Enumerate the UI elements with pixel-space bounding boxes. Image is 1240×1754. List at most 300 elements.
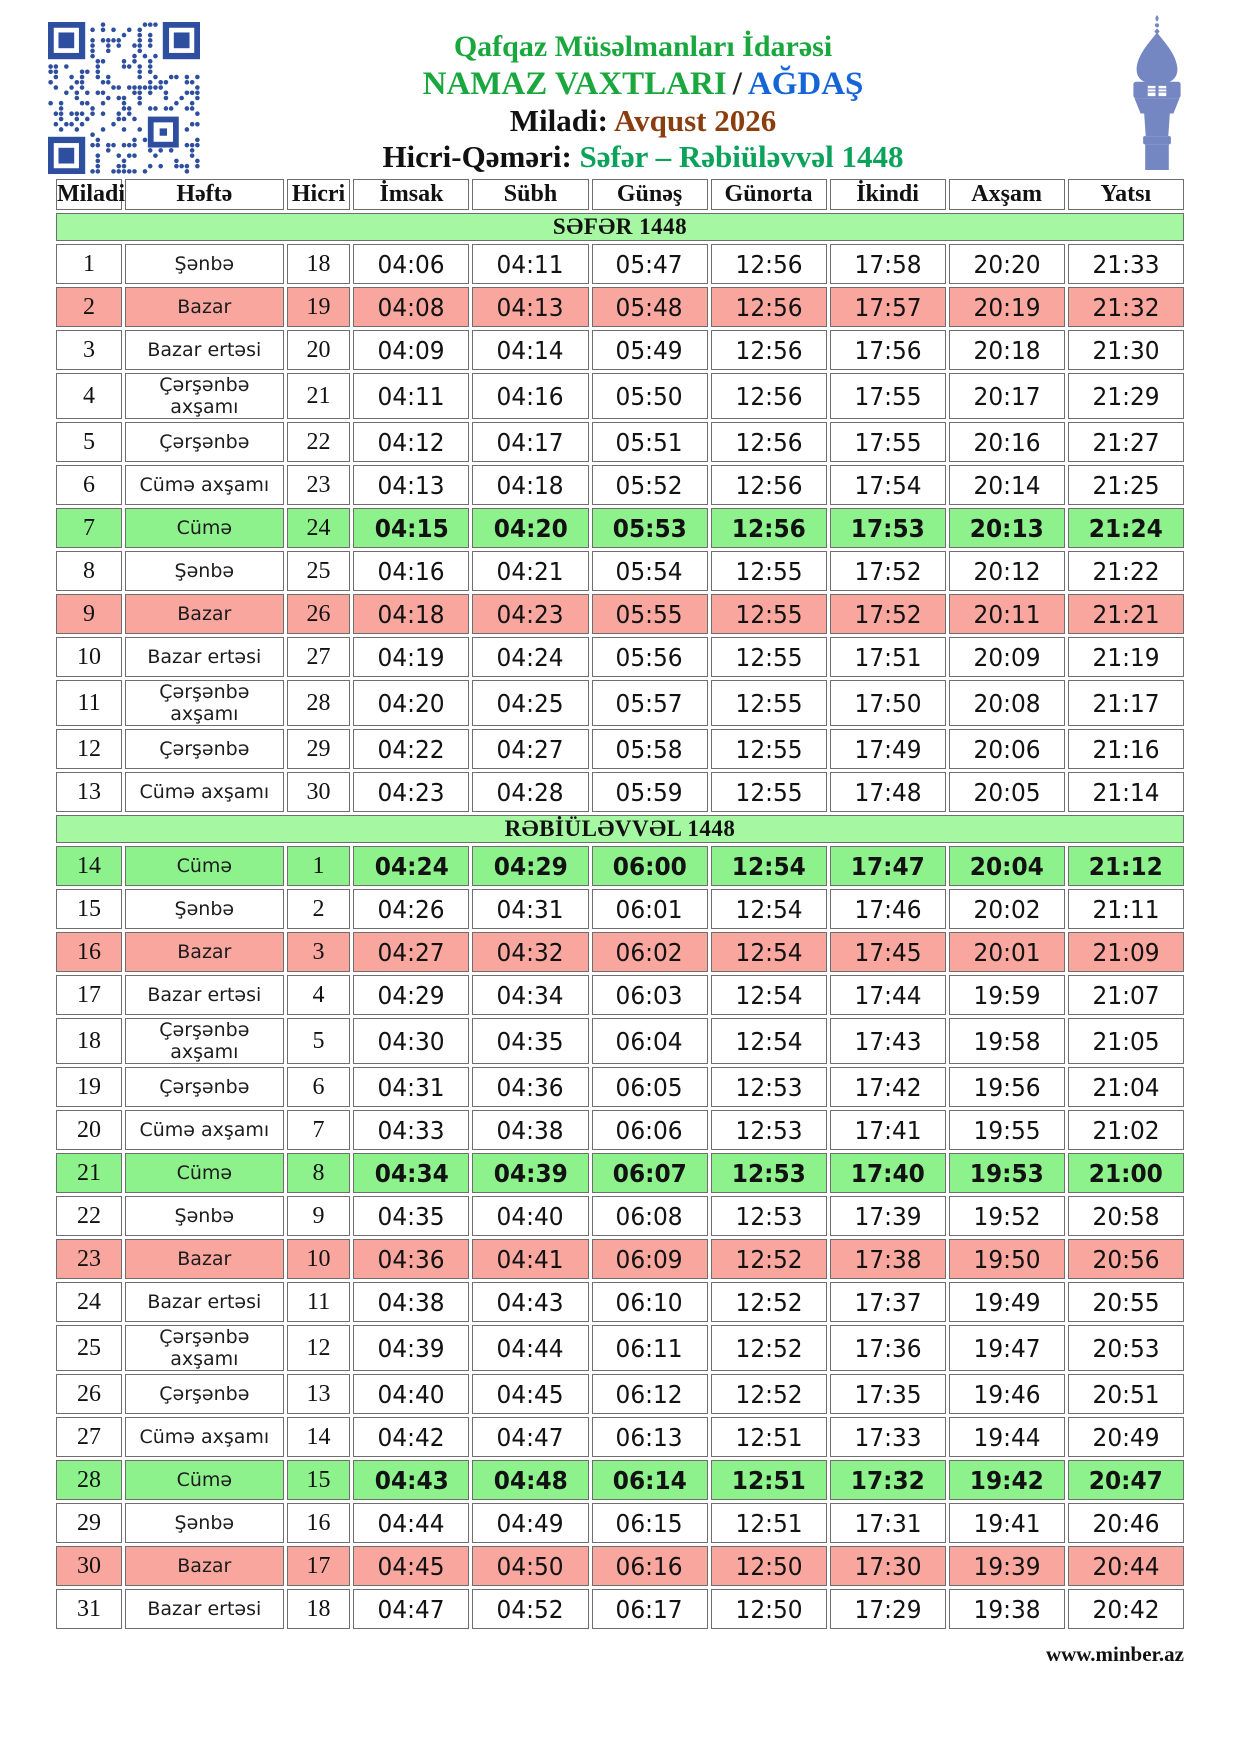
prayer-time-value: 05:55: [616, 599, 684, 629]
prayer-time-cell: [592, 1503, 708, 1543]
prayer-time-value: 04:45: [496, 1379, 564, 1409]
prayer-time-value: 20:09: [973, 642, 1041, 672]
prayer-time-cell: [1068, 1546, 1184, 1586]
prayer-time-cell: [1068, 772, 1184, 812]
prayer-time-value: 04:47: [496, 1422, 564, 1452]
miladi-day-cell: 4: [56, 373, 122, 419]
prayer-time-value: 04:31: [377, 1072, 445, 1102]
prayer-time-value: 17:45: [854, 937, 922, 967]
prayer-time-cell: [949, 1067, 1065, 1107]
prayer-time-value: 21:29: [1092, 381, 1160, 411]
prayer-time-value: 12:52: [735, 1333, 803, 1363]
prayer-time-cell: [1068, 1153, 1184, 1193]
table-row: [56, 287, 1184, 327]
hicri-value: Səfər – Rəbiüləvvəl 1448: [579, 139, 904, 175]
prayer-time-cell: [353, 1325, 469, 1371]
section-title: SƏFƏR 1448: [56, 213, 1184, 241]
prayer-time-value: 17:52: [854, 599, 922, 629]
website-text: www.minber.az: [1045, 1642, 1184, 1666]
prayer-time-value: 04:13: [377, 470, 445, 500]
prayer-time-cell: [711, 330, 827, 370]
miladi-value: Avqust 2026: [614, 103, 777, 139]
prayer-time-cell: [592, 637, 708, 677]
prayer-time-cell: [1068, 594, 1184, 634]
weekday-cell: Çərşənbə axşamı: [125, 373, 284, 419]
prayer-time-cell: [711, 551, 827, 591]
prayer-time-value: 20:02: [973, 894, 1041, 924]
prayer-time-value: 04:42: [377, 1422, 445, 1452]
prayer-time-value: 04:16: [377, 556, 445, 586]
miladi-day-cell: 27: [56, 1417, 122, 1457]
prayer-time-cell: [711, 1546, 827, 1586]
prayer-time-cell: [711, 594, 827, 634]
hicri-day-cell: 15: [287, 1460, 351, 1500]
hicri-day-cell: 16: [287, 1503, 351, 1543]
hicri-day-cell: 12: [287, 1325, 351, 1371]
prayer-time-value: 20:20: [973, 249, 1041, 279]
prayer-time-cell: [711, 1374, 827, 1414]
table-row: [56, 1589, 1184, 1629]
prayer-time-value: 12:51: [735, 1422, 803, 1452]
prayer-time-value: 21:32: [1092, 292, 1160, 322]
prayer-time-value: 04:21: [496, 556, 564, 586]
column-header: Günəş: [592, 179, 708, 210]
weekday-cell: Şənbə: [125, 1503, 284, 1543]
prayer-time-value: 05:59: [616, 777, 684, 807]
prayer-time-value: 04:08: [377, 292, 445, 322]
prayer-time-value: 12:56: [735, 292, 803, 322]
prayer-time-cell: [1068, 1282, 1184, 1322]
prayer-time-cell: [711, 1282, 827, 1322]
prayer-time-value: 04:19: [377, 642, 445, 672]
prayer-time-cell: [949, 508, 1065, 548]
minaret-icon: [1068, 14, 1188, 175]
prayer-time-cell: [711, 1153, 827, 1193]
prayer-time-cell: [949, 1546, 1065, 1586]
weekday-cell: Şənbə: [125, 889, 284, 929]
hicri-day-cell: 22: [287, 422, 351, 462]
prayer-time-cell: [830, 1460, 946, 1500]
prayer-time-value: 12:54: [735, 980, 803, 1010]
prayer-time-value: 20:55: [1092, 1287, 1160, 1317]
prayer-time-value: 19:59: [973, 980, 1041, 1010]
prayer-time-cell: [949, 287, 1065, 327]
table-row: [56, 373, 1184, 419]
miladi-day-cell: 15: [56, 889, 122, 929]
prayer-time-cell: [830, 287, 946, 327]
prayer-time-cell: [711, 244, 827, 284]
organization-title: Qafqaz Müsəlmanları İdarəsi: [453, 30, 833, 63]
table-row: [56, 680, 1184, 726]
weekday-cell: Bazar: [125, 1239, 284, 1279]
prayer-time-value: 04:11: [496, 249, 564, 279]
column-header: Hicri: [287, 179, 351, 210]
table-row: [56, 1460, 1184, 1500]
prayer-time-value: 05:50: [616, 381, 684, 411]
prayer-time-value: 04:06: [377, 249, 445, 279]
table-row: [56, 846, 1184, 886]
prayer-time-value: 06:06: [616, 1115, 684, 1145]
prayer-time-cell: [472, 932, 588, 972]
prayer-time-cell: [949, 1153, 1065, 1193]
prayer-time-cell: [711, 465, 827, 505]
prayer-time-value: 04:18: [377, 599, 445, 629]
miladi-day-cell: 19: [56, 1067, 122, 1107]
prayer-time-cell: [592, 1196, 708, 1236]
prayer-time-cell: [830, 1325, 946, 1371]
table-row: [56, 508, 1184, 548]
prayer-time-value: 20:08: [973, 688, 1041, 718]
prayer-time-value: 04:27: [496, 734, 564, 764]
table-row: [56, 975, 1184, 1015]
prayer-time-cell: [949, 1110, 1065, 1150]
prayer-time-cell: [1068, 1589, 1184, 1629]
prayer-time-cell: [472, 846, 588, 886]
prayer-time-cell: [830, 772, 946, 812]
prayer-time-value: 06:01: [616, 894, 684, 924]
miladi-label: Miladi:: [509, 103, 608, 139]
prayer-time-cell: [1068, 1067, 1184, 1107]
prayer-time-cell: [472, 244, 588, 284]
hicri-day-cell: 14: [287, 1417, 351, 1457]
prayer-time-value: 20:53: [1092, 1333, 1160, 1363]
prayer-time-value: 19:39: [973, 1551, 1041, 1581]
prayer-time-cell: [353, 1546, 469, 1586]
table-header: [56, 179, 1184, 210]
prayer-time-cell: [949, 889, 1065, 929]
prayer-time-cell: [1068, 244, 1184, 284]
prayer-time-cell: [472, 1546, 588, 1586]
prayer-time-cell: [592, 932, 708, 972]
prayer-time-cell: [830, 594, 946, 634]
prayer-time-value: 17:55: [854, 381, 922, 411]
hicri-day-cell: 23: [287, 465, 351, 505]
prayer-time-value: 12:55: [735, 777, 803, 807]
hicri-day-cell: 13: [287, 1374, 351, 1414]
prayer-time-cell: [472, 680, 588, 726]
hicri-day-cell: 28: [287, 680, 351, 726]
prayer-time-cell: [949, 1282, 1065, 1322]
prayer-time-value: 04:26: [377, 894, 445, 924]
miladi-day-cell: 30: [56, 1546, 122, 1586]
weekday-cell: Çərşənbə axşamı: [125, 680, 284, 726]
prayer-time-cell: [830, 1374, 946, 1414]
prayer-time-value: 17:47: [850, 851, 925, 881]
prayer-time-value: 20:11: [973, 599, 1041, 629]
prayer-time-cell: [472, 1460, 588, 1500]
prayer-time-cell: [472, 1196, 588, 1236]
prayer-time-cell: [1068, 637, 1184, 677]
prayer-time-cell: [830, 1503, 946, 1543]
prayer-time-value: 06:09: [616, 1244, 684, 1274]
prayer-time-value: 20:49: [1092, 1422, 1160, 1452]
prayer-time-cell: [711, 1239, 827, 1279]
prayer-time-value: 19:53: [969, 1158, 1044, 1188]
column-header: Yatsı: [1068, 179, 1184, 210]
minaret-svg: [1126, 14, 1188, 170]
prayer-time-cell: [711, 680, 827, 726]
prayer-time-value: 04:48: [493, 1465, 568, 1495]
miladi-day-cell: 23: [56, 1239, 122, 1279]
prayer-time-cell: [472, 422, 588, 462]
hicri-day-cell: 30: [287, 772, 351, 812]
prayer-time-cell: [949, 772, 1065, 812]
prayer-time-value: 04:38: [496, 1115, 564, 1145]
prayer-time-value: 20:46: [1092, 1508, 1160, 1538]
prayer-time-value: 17:33: [854, 1422, 922, 1452]
prayer-time-cell: [1068, 680, 1184, 726]
prayer-time-cell: [711, 287, 827, 327]
prayer-time-value: 19:46: [973, 1379, 1041, 1409]
prayer-time-value: 17:29: [854, 1594, 922, 1624]
hicri-day-cell: 4: [287, 975, 351, 1015]
table-row: [56, 1417, 1184, 1457]
miladi-day-cell: 10: [56, 637, 122, 677]
prayer-time-value: 04:29: [493, 851, 568, 881]
prayer-time-cell: [353, 1503, 469, 1543]
prayer-time-value: 17:48: [854, 777, 922, 807]
prayer-time-cell: [830, 1239, 946, 1279]
prayer-time-cell: [592, 244, 708, 284]
prayer-time-value: 20:06: [973, 734, 1041, 764]
hicri-day-cell: 24: [287, 508, 351, 548]
prayer-time-value: 04:22: [377, 734, 445, 764]
prayer-time-value: 06:12: [616, 1379, 684, 1409]
prayer-time-value: 04:34: [374, 1158, 449, 1188]
hicri-label: Hicri-Qəməri:: [382, 139, 572, 175]
prayer-time-value: 21:05: [1092, 1026, 1160, 1056]
prayer-time-value: 19:41: [973, 1508, 1041, 1538]
prayer-time-value: 17:50: [854, 688, 922, 718]
table-row: [56, 244, 1184, 284]
column-header: Günorta: [711, 179, 827, 210]
prayer-time-value: 05:52: [616, 470, 684, 500]
prayer-time-value: 04:20: [493, 513, 568, 543]
prayer-time-cell: [949, 330, 1065, 370]
prayer-time-cell: [949, 551, 1065, 591]
section-header-row: [56, 815, 1184, 843]
prayer-time-cell: [472, 508, 588, 548]
hicri-day-cell: 5: [287, 1018, 351, 1064]
table-row: [56, 594, 1184, 634]
hicri-day-cell: 20: [287, 330, 351, 370]
prayer-time-cell: [1068, 508, 1184, 548]
prayer-time-value: 12:55: [735, 556, 803, 586]
prayer-time-value: 12:54: [735, 937, 803, 967]
prayer-time-cell: [1068, 1325, 1184, 1371]
prayer-time-value: 12:53: [731, 1158, 806, 1188]
prayer-time-cell: [592, 465, 708, 505]
prayer-time-cell: [949, 932, 1065, 972]
prayer-time-value: 04:09: [377, 335, 445, 365]
prayer-time-value: 04:15: [374, 513, 449, 543]
prayer-time-cell: [353, 975, 469, 1015]
prayer-time-cell: [472, 889, 588, 929]
prayer-time-cell: [592, 594, 708, 634]
prayer-time-value: 12:52: [735, 1379, 803, 1409]
prayer-time-cell: [353, 637, 469, 677]
prayer-time-cell: [1068, 1460, 1184, 1500]
prayer-time-cell: [353, 1239, 469, 1279]
prayer-time-value: 21:17: [1092, 688, 1160, 718]
prayer-time-value: 21:02: [1092, 1115, 1160, 1145]
prayer-time-value: 20:16: [973, 427, 1041, 457]
prayer-time-cell: [592, 1282, 708, 1322]
table-row: [56, 330, 1184, 370]
prayer-time-value: 04:25: [496, 688, 564, 718]
weekday-cell: Bazar ertəsi: [125, 1589, 284, 1629]
table-row: [56, 1110, 1184, 1150]
prayer-time-cell: [830, 244, 946, 284]
prayer-time-value: 21:00: [1088, 1158, 1163, 1188]
prayer-time-cell: [353, 422, 469, 462]
hicri-day-cell: 7: [287, 1110, 351, 1150]
weekday-cell: Bazar: [125, 1546, 284, 1586]
prayer-time-cell: [353, 1153, 469, 1193]
prayer-time-value: 19:50: [973, 1244, 1041, 1274]
prayer-time-value: 12:55: [735, 599, 803, 629]
prayer-time-value: 17:54: [854, 470, 922, 500]
prayer-time-cell: [353, 680, 469, 726]
prayer-time-cell: [711, 772, 827, 812]
prayer-time-cell: [1068, 1018, 1184, 1064]
prayer-time-cell: [353, 1110, 469, 1150]
prayer-time-cell: [353, 244, 469, 284]
prayer-time-value: 12:50: [735, 1551, 803, 1581]
weekday-cell: Bazar: [125, 932, 284, 972]
weekday-cell: Şənbə: [125, 244, 284, 284]
prayer-time-cell: [711, 975, 827, 1015]
prayer-time-cell: [1068, 465, 1184, 505]
prayer-time-cell: [1068, 373, 1184, 419]
prayer-time-cell: [830, 680, 946, 726]
weekday-cell: Çərşənbə: [125, 1374, 284, 1414]
miladi-day-cell: 7: [56, 508, 122, 548]
miladi-day-cell: 9: [56, 594, 122, 634]
prayer-time-value: 06:00: [612, 851, 687, 881]
hicri-day-cell: 1: [287, 846, 351, 886]
prayer-time-value: 04:30: [377, 1026, 445, 1056]
prayer-time-cell: [353, 1067, 469, 1107]
prayer-time-cell: [1068, 975, 1184, 1015]
prayer-time-cell: [711, 1110, 827, 1150]
prayer-time-value: 12:56: [731, 513, 806, 543]
page-title: [218, 65, 1068, 103]
prayer-time-cell: [592, 846, 708, 886]
prayer-time-cell: [592, 1417, 708, 1457]
table-row: [56, 465, 1184, 505]
miladi-day-cell: 3: [56, 330, 122, 370]
prayer-time-value: 12:53: [735, 1201, 803, 1231]
prayer-time-cell: [1068, 1239, 1184, 1279]
prayer-time-cell: [949, 975, 1065, 1015]
prayer-time-cell: [472, 1417, 588, 1457]
column-header: İkindi: [830, 179, 946, 210]
prayer-time-value: 19:56: [973, 1072, 1041, 1102]
prayer-time-value: 19:42: [969, 1465, 1044, 1495]
prayer-time-value: 21:33: [1092, 249, 1160, 279]
prayer-time-cell: [592, 373, 708, 419]
prayer-time-cell: [830, 330, 946, 370]
section-header-row: [56, 213, 1184, 241]
miladi-day-cell: 25: [56, 1325, 122, 1371]
miladi-day-cell: 22: [56, 1196, 122, 1236]
prayer-time-cell: [353, 373, 469, 419]
prayer-time-value: 21:27: [1092, 427, 1160, 457]
prayer-time-cell: [949, 729, 1065, 769]
prayer-time-value: 21:16: [1092, 734, 1160, 764]
prayer-time-value: 17:53: [850, 513, 925, 543]
prayer-time-value: 17:38: [854, 1244, 922, 1274]
prayer-time-cell: [353, 508, 469, 548]
prayer-time-value: 17:56: [854, 335, 922, 365]
prayer-time-value: 17:32: [850, 1465, 925, 1495]
weekday-cell: Cümə: [125, 846, 284, 886]
prayer-time-cell: [711, 1325, 827, 1371]
miladi-day-cell: 20: [56, 1110, 122, 1150]
prayer-time-value: 17:52: [854, 556, 922, 586]
hicri-day-cell: 8: [287, 1153, 351, 1193]
prayer-time-cell: [1068, 551, 1184, 591]
prayer-time-cell: [472, 637, 588, 677]
weekday-cell: Bazar: [125, 594, 284, 634]
prayer-time-value: 05:48: [616, 292, 684, 322]
prayer-time-cell: [830, 465, 946, 505]
prayer-time-value: 04:29: [377, 980, 445, 1010]
prayer-time-value: 04:13: [496, 292, 564, 322]
prayer-time-cell: [830, 1196, 946, 1236]
prayer-time-cell: [592, 680, 708, 726]
prayer-time-cell: [949, 373, 1065, 419]
prayer-time-cell: [949, 1196, 1065, 1236]
prayer-time-cell: [830, 1153, 946, 1193]
prayer-time-cell: [353, 889, 469, 929]
title-block: [218, 14, 1068, 175]
prayer-time-cell: [711, 422, 827, 462]
prayer-time-value: 21:19: [1092, 642, 1160, 672]
prayer-time-cell: [1068, 932, 1184, 972]
prayer-time-cell: [830, 1417, 946, 1457]
prayer-time-value: 12:52: [735, 1244, 803, 1274]
table-row: [56, 772, 1184, 812]
prayer-time-cell: [1068, 846, 1184, 886]
prayer-time-cell: [592, 1325, 708, 1371]
prayer-time-cell: [1068, 287, 1184, 327]
prayer-time-value: 04:18: [496, 470, 564, 500]
miladi-day-cell: 11: [56, 680, 122, 726]
prayer-time-value: 04:45: [377, 1551, 445, 1581]
prayer-time-value: 04:11: [377, 381, 445, 411]
prayer-time-cell: [830, 1110, 946, 1150]
prayer-time-value: 20:12: [973, 556, 1041, 586]
weekday-cell: Bazar ertəsi: [125, 330, 284, 370]
prayer-time-value: 20:47: [1088, 1465, 1163, 1495]
prayer-time-value: 12:55: [735, 688, 803, 718]
page-header: [0, 0, 1240, 176]
prayer-time-value: 17:51: [854, 642, 922, 672]
prayer-time-value: 19:44: [973, 1422, 1041, 1452]
prayer-time-cell: [830, 1589, 946, 1629]
prayer-time-value: 17:36: [854, 1333, 922, 1363]
prayer-time-cell: [949, 1417, 1065, 1457]
column-header: Axşam: [949, 179, 1065, 210]
city-name: AĞDAŞ: [747, 65, 864, 102]
prayer-time-cell: [830, 422, 946, 462]
hicri-day-cell: 25: [287, 551, 351, 591]
prayer-time-value: 20:44: [1092, 1551, 1160, 1581]
miladi-day-cell: 1: [56, 244, 122, 284]
hicri-day-cell: 17: [287, 1546, 351, 1586]
